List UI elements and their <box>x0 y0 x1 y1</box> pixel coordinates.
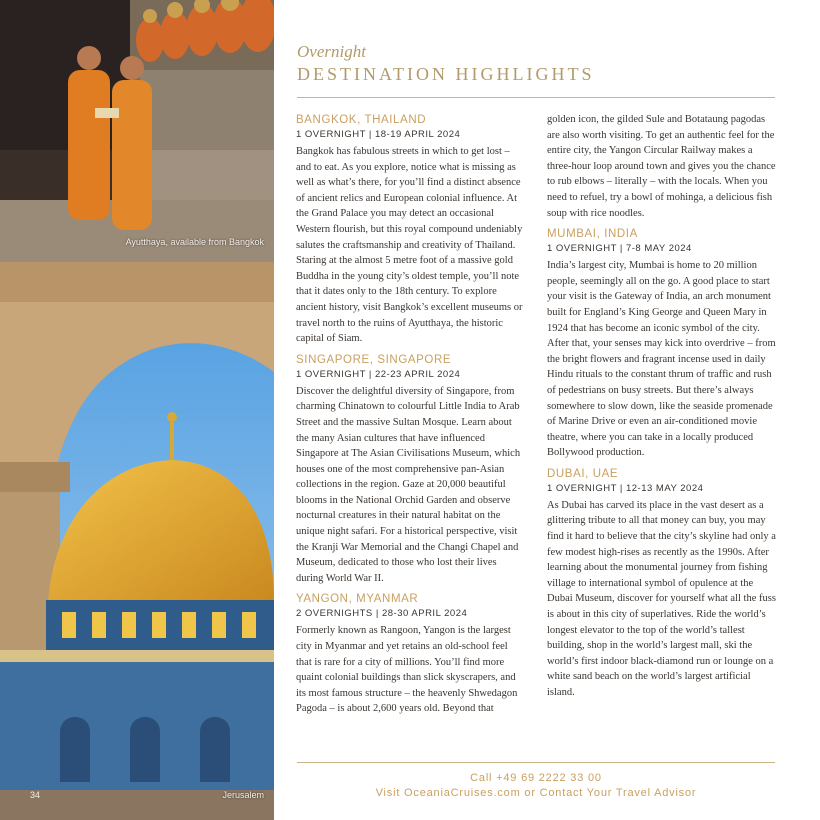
page-title: DESTINATION HIGHLIGHTS <box>297 64 595 84</box>
header-divider <box>297 97 775 98</box>
dome-illustration <box>0 262 274 820</box>
destination-dates: 2 OVERNIGHTS | 28-30 APRIL 2024 <box>296 608 468 620</box>
header-subtitle: Overnight <box>297 42 366 61</box>
destination-yangon <box>296 593 526 717</box>
photo-jerusalem-dome <box>0 262 274 820</box>
destination-name: BANGKOK, THAILAND <box>296 114 427 126</box>
destination-singapore <box>296 354 526 587</box>
destination-name: SINGAPORE, SINGAPORE <box>296 353 452 366</box>
destination-mumbai <box>547 228 777 461</box>
destination-dubai <box>547 468 777 701</box>
destination-description: Bangkok has fabulous streets in which to get lost – and to eat. As you explore, notice what is missing as well as what’s there, for you’ll find a distinct absence of ancient relics and European colonial influence. At the Grand Palace you may detect an occasional Western flourish, but this royal compound undeniably salutes the craftsmanship and creativity of Thailand. Staring at the almost 5 metre foot of a massive gold Buddha in the young city’s oldest temple, you’ll note that it dates only to the 18th century. To explore ancient history, visit Bangkok’s excellent museums or travel north to the ruins of Ayutthaya, the historic capital of Siam. <box>296 146 523 345</box>
photo-column <box>0 0 274 820</box>
destination-bangkok <box>296 114 526 347</box>
destination-name: DUBAI, UAE <box>547 467 619 480</box>
destination-dates: 1 OVERNIGHT | 18-19 APRIL 2024 <box>296 129 461 140</box>
photo-caption-ayutthaya: Ayutthaya, available from Bangkok <box>125 237 264 247</box>
destination-name: YANGON, MYANMAR <box>296 593 419 606</box>
destination-dates: 1 OVERNIGHT | 7-8 MAY 2024 <box>547 243 692 255</box>
text-column-left <box>296 112 526 724</box>
destination-dates: 1 OVERNIGHT | 22-23 APRIL 2024 <box>296 368 461 380</box>
destination-dates: 1 OVERNIGHT | 12-13 MAY 2024 <box>547 482 704 494</box>
destination-description: Formerly known as Rangoon, Yangon is the largest city in Myanmar and yet retains an old-school feel that is rare for a city of millions. You’ll find more quaint colonial buildings than slick skyscrapers, and its most famous structure – the heavenly Shwedagon Pagoda – is about 2,600 years old. Beyond that <box>296 625 518 715</box>
destination-description: India’s largest city, Mumbai is home to 20 million people, seemingly all on the go. A good place to start your visit is the Gateway of India, an arch monument built for England’s King George and Queen Mary in 1924 that has become an iconic symbol of the city. After that, your senses may kick into overdrive – from the bright flowers and fragrant incense used in daily Hindu rituals to the constant thrum of traffic and rush of pedestrians on busy streets. But there’s always somewhere to slow down, like the seaside promenade of Marine Drive or even an air-conditioned movie theatre, where you can take in a locally produced Bollywood production. <box>547 260 776 459</box>
footer-website-link[interactable]: Visit OceaniaCruises.com or Contact Your Travel Advisor <box>375 787 697 799</box>
page-number: 34 <box>30 790 41 800</box>
text-column-right <box>547 112 777 708</box>
photo-caption-jerusalem: Jerusalem <box>222 790 264 800</box>
destination-name: MUMBAI, INDIA <box>547 228 638 241</box>
destination-description-continued: golden icon, the gilded Sule and Botataung pagodas are also worth visiting. To get an authentic feel for the entire city, the Yangon Circular Railway makes a three-hour loop around town and gives you the chance to rub elbows – literally – with the locals. When you need to refuel, try a bowl of mohinga, a delicious fish soup with rice noodles. <box>547 114 776 219</box>
destination-description: Discover the delightful diversity of Singapore, from charming Chinatown to colourful Little India to Arab Street and the massive Sultan Mosque. Learn about the many Asian cultures that have influenced Singapore at The Asian Civilisations Museum, which houses one of the most comprehensive pan-Asian collections in the region. Gaze at 20,000 beautiful blooms in the National Orchid Garden and observe nocturnal creatures in their natural habitat on the unique night safari. For a historical perspective, visit the Kranji War Memorial and the Changi Chapel and Museum, dedicated to those who lost their lives during World War II. <box>296 385 521 584</box>
footer-phone[interactable]: Call +49 69 2222 33 00 <box>470 772 602 784</box>
footer-divider <box>297 762 775 763</box>
destination-description: As Dubai has carved its place in the vast desert as a glittering tribute to all that money can buy, you may find it hard to believe that the city’s skyline had only a few modest high-rises as recently as the 1990s. After learning about the monumental journey from fishing village to international symbol of opulence at the Dubai Museum, discover for yourself what all the fuss is about in this city of superlatives. Ride the world’s longest elevator to the top of the world’s tallest building, shop in the world’s largest mall, ski the world’s first indoor black-diamond run or lounge on a white sand beach on the world’s largest artificial island. <box>547 499 776 698</box>
monks-illustration <box>0 0 274 262</box>
photo-ayutthaya-monks <box>0 0 274 262</box>
